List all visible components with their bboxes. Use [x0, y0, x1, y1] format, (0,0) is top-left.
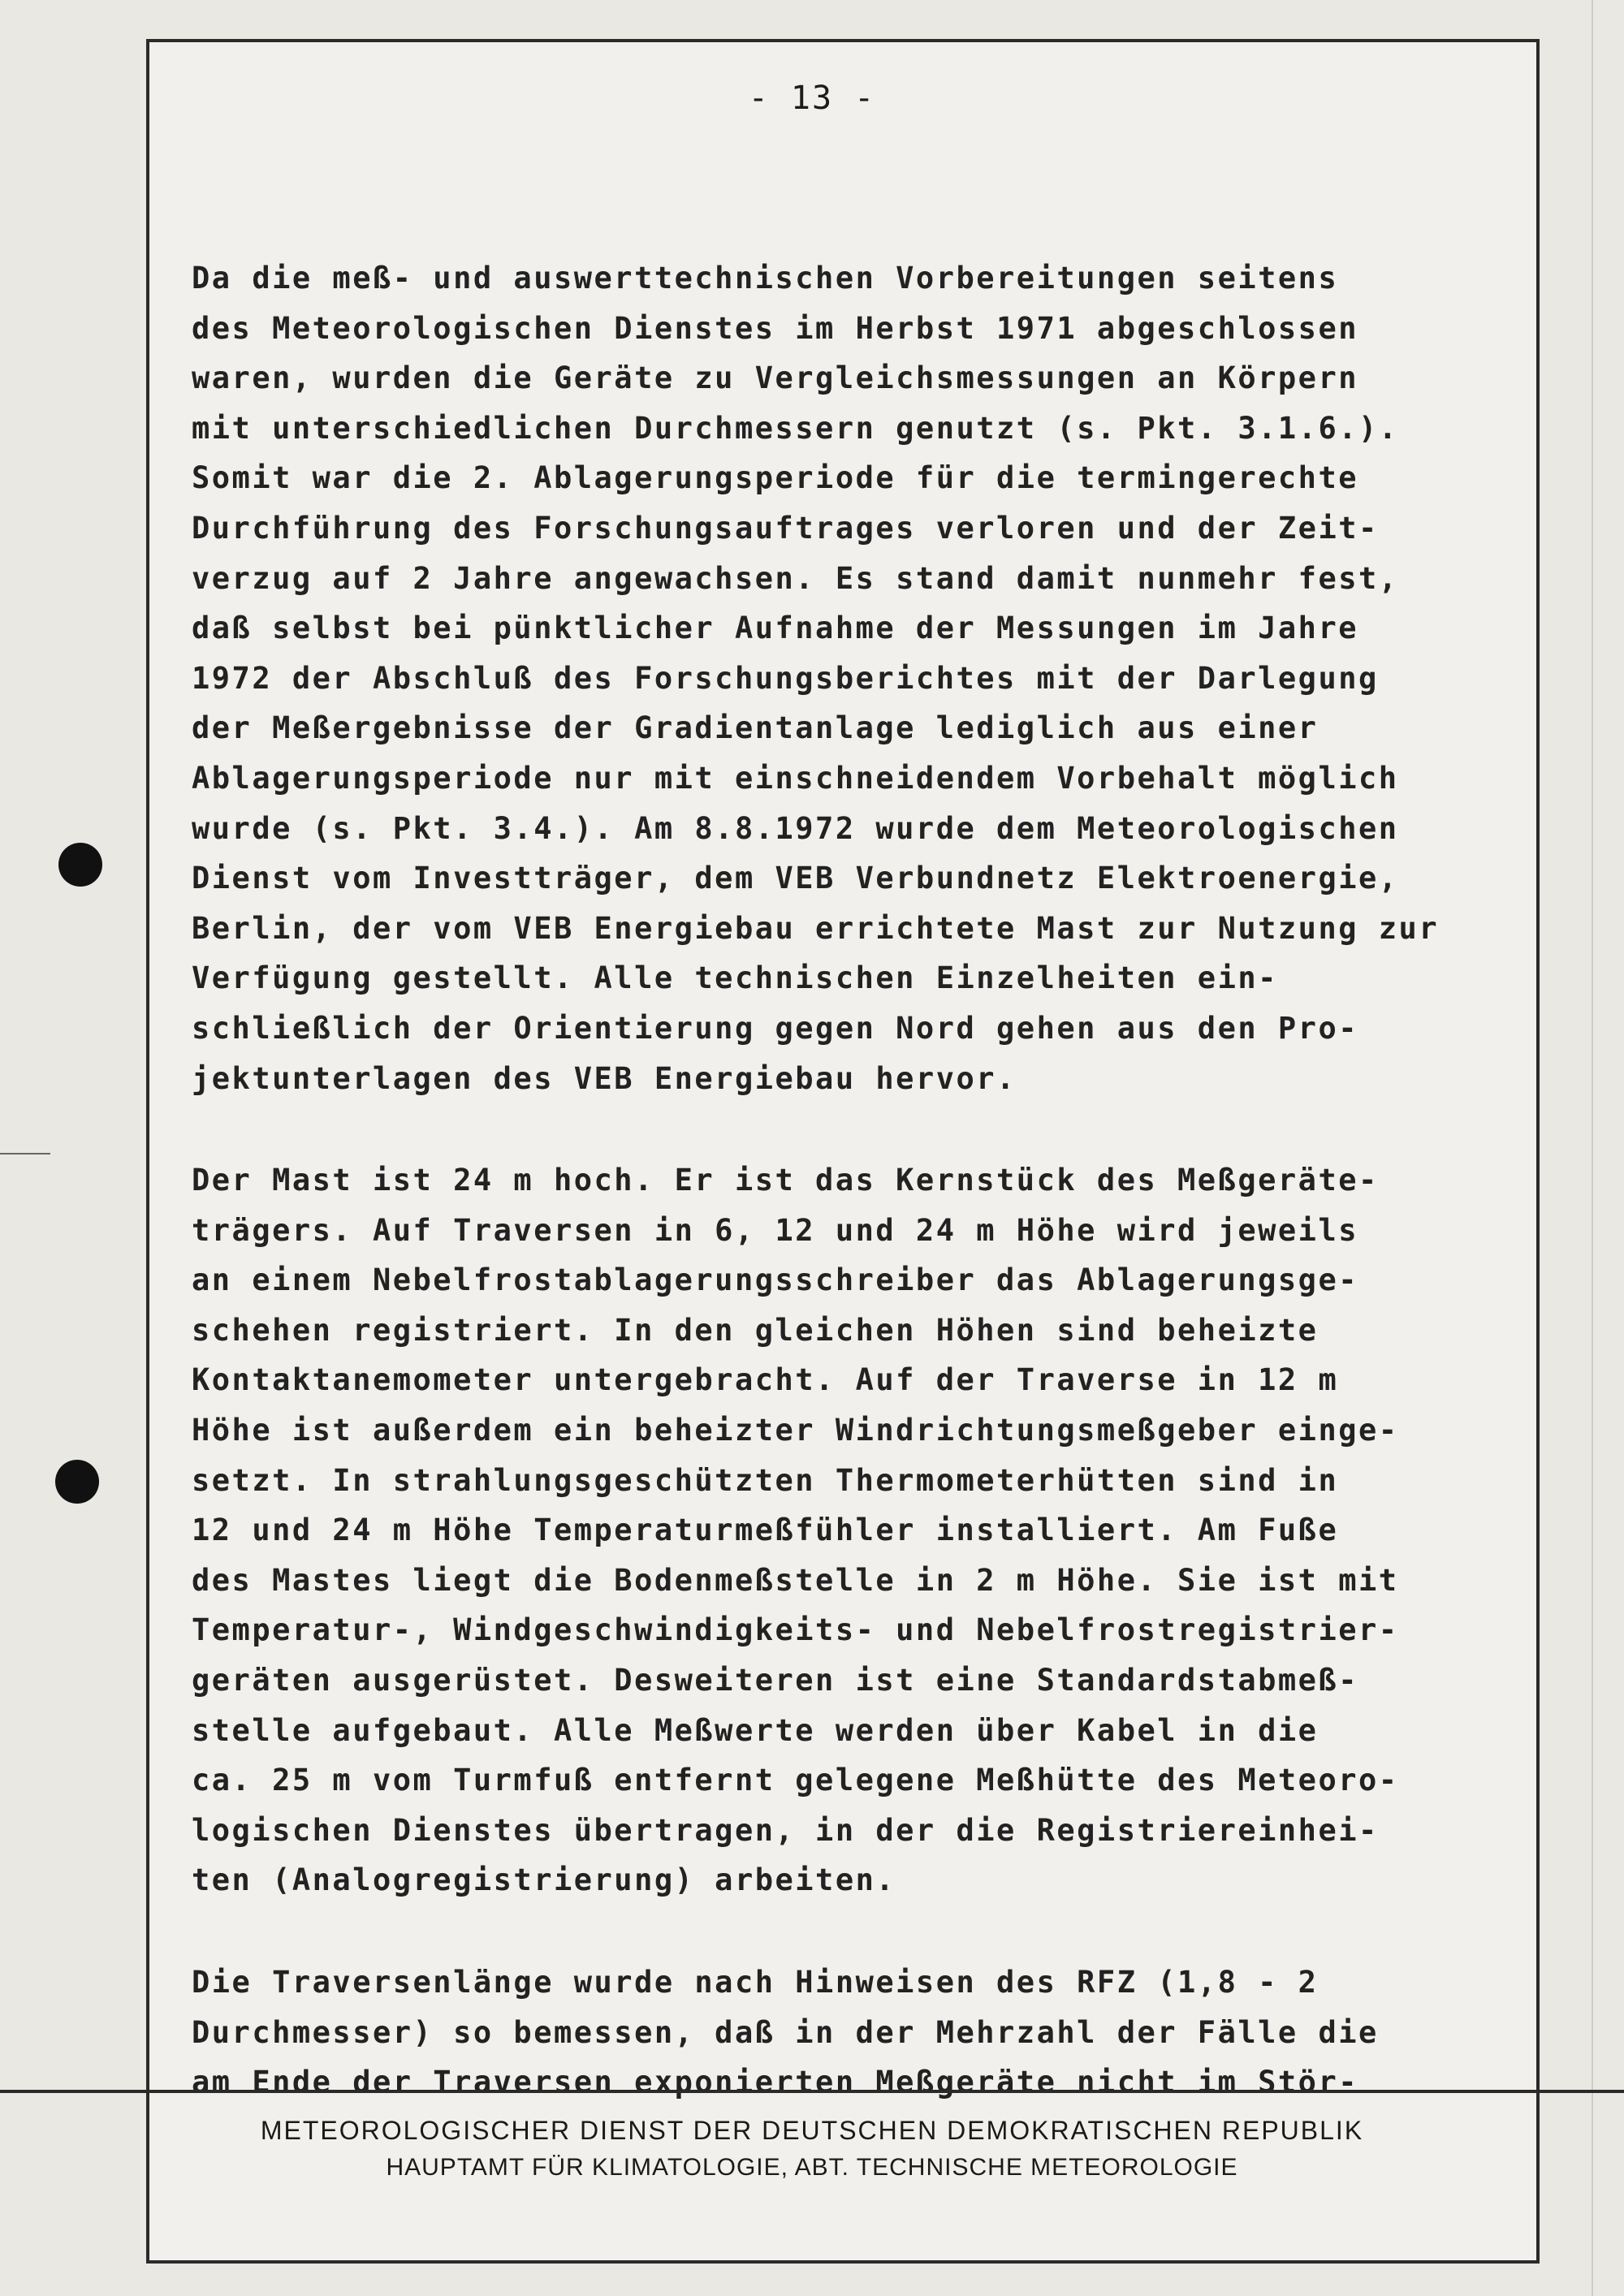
text-line: Verfügung gestellt. Alle technischen Einzelheiten ein-	[192, 960, 1278, 996]
text-line: Höhe ist außerdem ein beheizter Windrichtungsmeßgeber einge-	[192, 1413, 1399, 1448]
page-number: - 13 -	[748, 80, 876, 117]
paragraph-3	[192, 1957, 1540, 2108]
text-line: Berlin, der vom VEB Energiebau errichtete Mast zur Nutzung zur	[192, 910, 1440, 946]
text-line: Durchführung des Forschungsauftrages verloren und der Zeit-	[192, 510, 1379, 546]
document-body	[192, 253, 1540, 2160]
footer-department: HAUPTAMT FÜR KLIMATOLOGIE, ABT. TECHNISCHE METEOROLOGIE	[386, 2154, 1238, 2181]
punch-hole-bottom	[55, 1460, 99, 1504]
text-line: der Meßergebnisse der Gradientanlage lediglich aus einer	[192, 710, 1319, 746]
text-line: schehen registriert. In den gleichen Höhen sind beheizte	[192, 1312, 1319, 1348]
text-line: Ablagerungsperiode nur mit einschneidendem Vorbehalt möglich	[192, 760, 1399, 796]
text-line: 1972 der Abschluß des Forschungsberichtes mit der Darlegung	[192, 660, 1379, 696]
text-line: Durchmesser) so bemessen, daß in der Mehrzahl der Fälle die	[192, 2014, 1379, 2050]
text-line: wurde (s. Pkt. 3.4.). Am 8.8.1972 wurde dem Meteorologischen	[192, 810, 1399, 846]
footer-rule	[0, 2090, 1624, 2093]
paragraph-2	[192, 1155, 1540, 1905]
text-line: mit unterschiedlichen Durchmessern genutzt (s. Pkt. 3.1.6.).	[192, 410, 1399, 446]
text-line: daß selbst bei pünktlicher Aufnahme der Messungen im Jahre	[192, 611, 1359, 646]
text-line: des Mastes liegt die Bodenmeßstelle in 2 m Höhe. Sie ist mit	[192, 1562, 1399, 1598]
text-line: Kontaktanemometer untergebracht. Auf der Traverse in 12 m	[192, 1362, 1339, 1398]
text-line: ten (Analogregistrierung) arbeiten.	[192, 1862, 896, 1898]
letterhead-footer	[0, 2111, 1624, 2186]
margin-fold-mark	[0, 1153, 50, 1154]
text-line: an einem Nebelfrostablagerungsschreiber das Ablagerungsge-	[192, 1262, 1359, 1298]
text-line: des Meteorologischen Dienstes im Herbst 1971 abgeschlossen	[192, 310, 1359, 346]
text-line: setzt. In strahlungsgeschützten Thermometerhütten sind in	[192, 1462, 1339, 1498]
text-line: Somit war die 2. Ablagerungsperiode für die termingerechte	[192, 460, 1359, 496]
text-line: ca. 25 m vom Turmfuß entfernt gelegene Meßhütte des Meteoro-	[192, 1763, 1399, 1798]
text-line: verzug auf 2 Jahre angewachsen. Es stand damit nunmehr fest,	[192, 560, 1399, 596]
paragraph-1	[192, 253, 1540, 1103]
text-line: schließlich der Orientierung gegen Nord gehen aus den Pro-	[192, 1010, 1359, 1046]
footer-institution: METEOROLOGISCHER DIENST DER DEUTSCHEN DEMOKRATISCHEN REPUBLIK	[260, 2116, 1364, 2145]
text-line: Temperatur-, Windgeschwindigkeits- und Nebelfrostregistrier-	[192, 1612, 1399, 1648]
scan-edge-line	[1592, 0, 1593, 2296]
text-line: geräten ausgerüstet. Desweiteren ist eine Standardstabmeß-	[192, 1663, 1359, 1698]
text-line: Dienst vom Investträger, dem VEB Verbundnetz Elektroenergie,	[192, 861, 1399, 896]
text-line: waren, wurden die Geräte zu Vergleichsmessungen an Körpern	[192, 360, 1359, 396]
text-line: stelle aufgebaut. Alle Meßwerte werden über Kabel in die	[192, 1712, 1319, 1748]
text-line: jektunterlagen des VEB Energiebau hervor.	[192, 1060, 1017, 1096]
punch-hole-top	[58, 843, 102, 887]
text-line: trägers. Auf Traversen in 6, 12 und 24 m Höhe wird jeweils	[192, 1212, 1359, 1248]
text-line: Die Traversenlänge wurde nach Hinweisen des RFZ (1,8 - 2	[192, 1965, 1319, 2000]
text-line: Der Mast ist 24 m hoch. Er ist das Kernstück des Meßgeräte-	[192, 1163, 1379, 1198]
text-line: logischen Dienstes übertragen, in der die Registriereinhei-	[192, 1812, 1379, 1848]
text-line: am Ende der Traversen exponierten Meßgeräte nicht im Stör-	[192, 2065, 1359, 2100]
text-line: 12 und 24 m Höhe Temperaturmeßfühler installiert. Am Fuße	[192, 1513, 1339, 1548]
text-line: Da die meß- und auswerttechnischen Vorbereitungen seitens	[192, 261, 1339, 296]
